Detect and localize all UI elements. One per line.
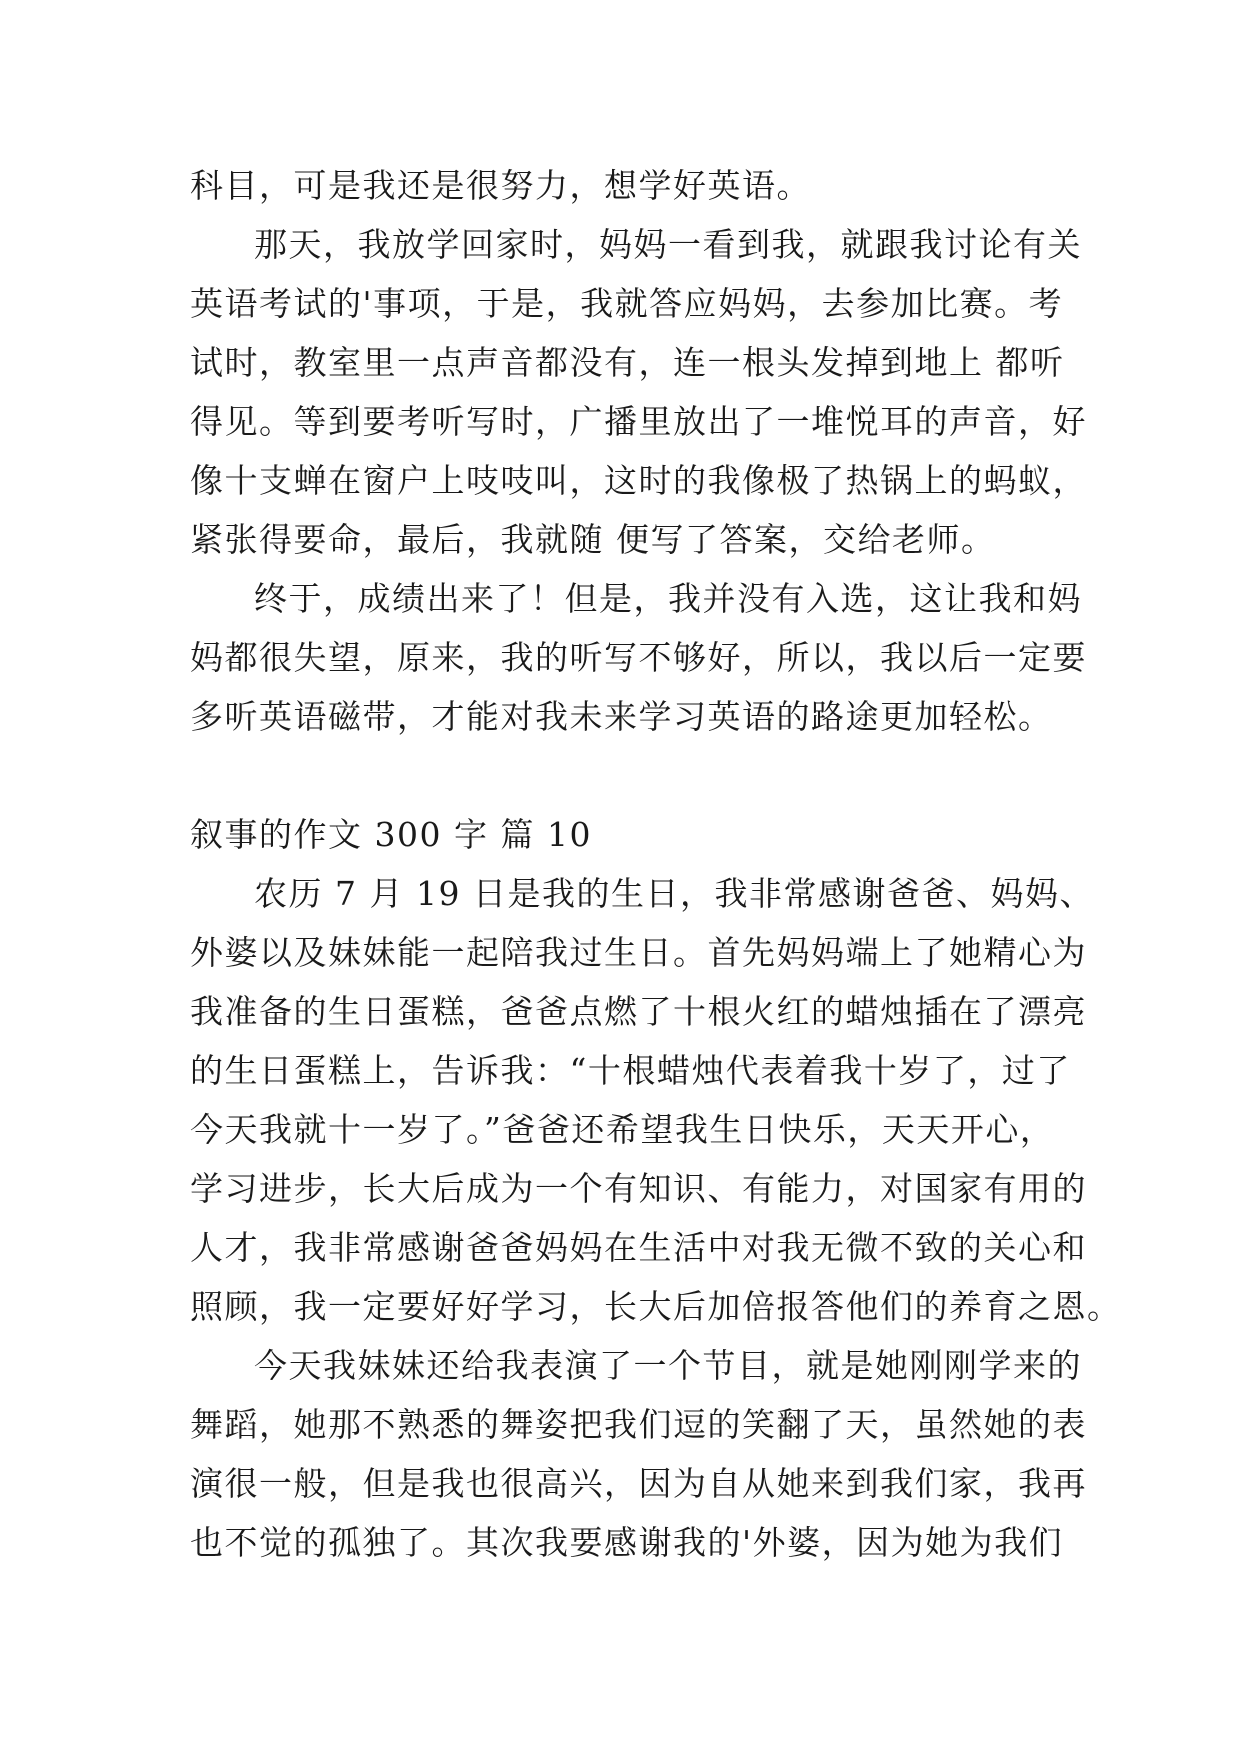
text-line: 紧张得要命，最后，我就随 便写了答案，交给老师。 bbox=[190, 520, 996, 559]
text-line: 终于，成绩出来了！但是，我并没有入选，这让我和妈 bbox=[254, 579, 1082, 618]
text-line: 得见。等到要考听写时，广播里放出了一堆悦耳的声音，好 bbox=[190, 402, 1087, 441]
text-line: 农历 7 月 19 日是我的生日，我非常感谢爸爸、妈妈、 bbox=[254, 874, 1094, 913]
text-line: 科目，可是我还是很努力，想学好英语。 bbox=[190, 166, 811, 205]
text-line: 演很一般，但是我也很高兴，因为自从她来到我们家，我再 bbox=[190, 1464, 1087, 1503]
section-heading: 叙事的作文 300 字 篇 10 bbox=[190, 815, 592, 854]
paragraph-5 bbox=[190, 1336, 1087, 1572]
paragraph-4 bbox=[190, 864, 1122, 1336]
text-line: 我准备的生日蛋糕，爸爸点燃了十根火红的蜡烛插在了漂亮 bbox=[190, 992, 1087, 1031]
text-line: 照顾，我一定要好好学习，长大后加倍报答他们的养育之恩。 bbox=[190, 1287, 1122, 1326]
text-line: 多听英语磁带，才能对我未来学习英语的路途更加轻松。 bbox=[190, 697, 1053, 736]
paragraph-3 bbox=[190, 569, 1087, 746]
text-line: 今天我妹妹还给我表演了一个节目，就是她刚刚学来的 bbox=[254, 1346, 1082, 1385]
text-line: 舞蹈，她那不熟悉的舞姿把我们逗的笑翻了天，虽然她的表 bbox=[190, 1405, 1087, 1444]
document-body bbox=[190, 156, 1122, 1572]
text-line: 妈都很失望，原来，我的听写不够好，所以，我以后一定要 bbox=[190, 638, 1087, 677]
text-line: 的生日蛋糕上，告诉我：“十根蜡烛代表着我十岁了，过了 bbox=[190, 1051, 1071, 1090]
paragraph-1 bbox=[190, 156, 1070, 215]
text-line: 外婆以及妹妹能一起陪我过生日。首先妈妈端上了她精心为 bbox=[190, 933, 1087, 972]
paragraph-2 bbox=[190, 215, 1087, 569]
text-line: 英语考试的'事项，于是，我就答应妈妈，去参加比赛。考 bbox=[190, 284, 1064, 323]
text-line: 也不觉的孤独了。其次我要感谢我的'外婆，因为她为我们 bbox=[190, 1523, 1064, 1562]
text-line: 人才，我非常感谢爸爸妈妈在生活中对我无微不致的关心和 bbox=[190, 1228, 1087, 1267]
text-line: 试时，教室里一点声音都没有，连一根头发掉到地上 都听 bbox=[190, 343, 1065, 382]
text-line: 学习进步，长大后成为一个有知识、有能力，对国家有用的 bbox=[190, 1169, 1087, 1208]
text-line: 今天我就十一岁了。”爸爸还希望我生日快乐，天天开心， bbox=[190, 1110, 1055, 1149]
text-line: 像十支蝉在窗户上吱吱叫，这时的我像极了热锅上的蚂蚁， bbox=[190, 461, 1087, 500]
text-line: 那天，我放学回家时，妈妈一看到我，就跟我讨论有关 bbox=[254, 225, 1082, 264]
